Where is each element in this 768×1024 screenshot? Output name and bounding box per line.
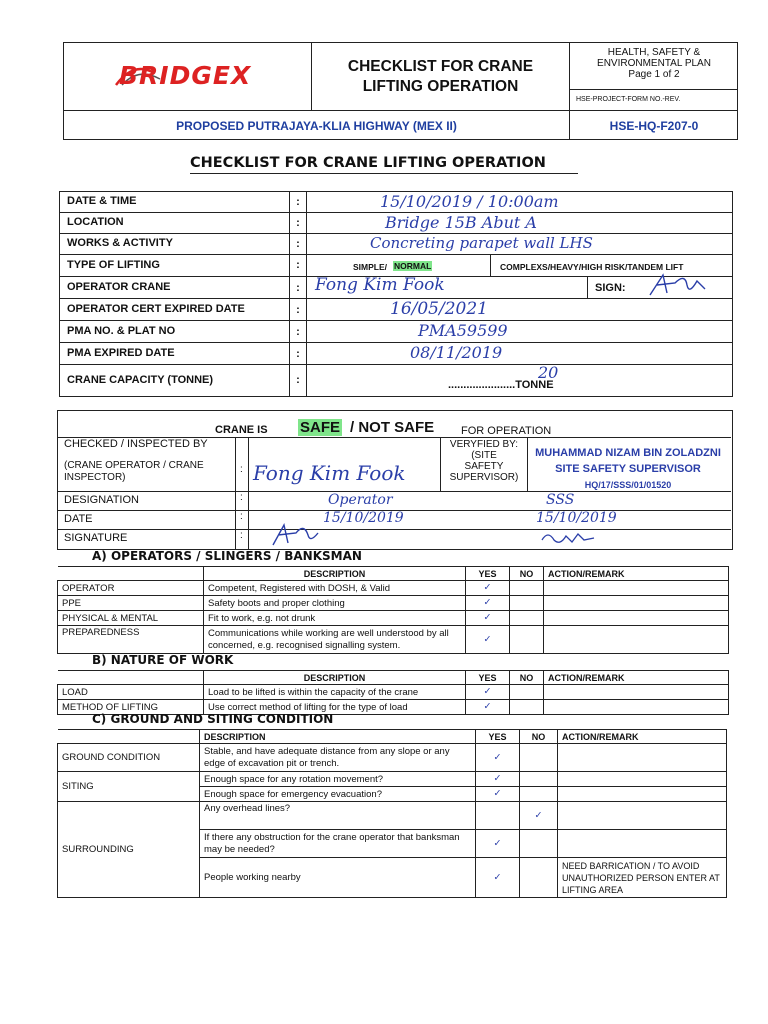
location-value: Bridge 15B Abut A <box>385 213 537 232</box>
not-safe-label: / NOT SAFE <box>350 419 435 436</box>
project-name: PROPOSED PUTRAJAYA-KLIA HIGHWAY (MEX II) <box>64 111 570 139</box>
page-title: CHECKLIST FOR CRANE LIFTING OPERATION <box>190 155 546 171</box>
designation-right: SSS <box>546 492 575 508</box>
sign-label: SIGN: <box>595 282 626 294</box>
table-row: SITING Enough space for any rotation movement? ✓ <box>58 772 727 787</box>
inspector-name: Fong Kim Fook <box>253 461 406 485</box>
table-row: LOAD Load to be lifted is within the capacity of the crane ✓ <box>58 685 729 700</box>
logo-text: BRIDGEX <box>119 61 252 90</box>
pma-no-value: PMA59599 <box>418 321 508 340</box>
checked-by-sub: (CRANE OPERATOR / CRANE INSPECTOR) <box>64 460 204 483</box>
form-title <box>312 43 570 111</box>
hse-line1: HEALTH, SAFETY & <box>607 47 701 58</box>
supervisor-stamp: MUHAMMAD NIZAM BIN ZOLADZNI SITE SAFETY SUPERVISOR HQ/17/SSS/01/01520 <box>535 447 721 490</box>
table-row: SURROUNDING Any overhead lines? ✓ <box>58 802 727 830</box>
yes-tick: ✓ <box>466 596 510 611</box>
verified-by-block: VERYFIED BY: (SITE SAFETY SUPERVISOR) <box>449 439 519 483</box>
table-row: If there any obstruction for the crane operator that banksman may be needed? ✓ <box>58 830 727 858</box>
type-normal-highlighted: NORMAL <box>394 261 432 271</box>
row-location: LOCATION : Bridge 15B Abut A <box>60 213 732 234</box>
inspection-date: 15/10/2019 <box>323 510 404 526</box>
table-row: PHYSICAL & MENTAL Fit to work, e.g. not drunk ✓ <box>58 611 729 626</box>
table-row: PREPAREDNESS Communications while working are well understood by all concerned, e.g. recognised signalling system. ✓ <box>58 626 729 654</box>
section-a-table: DESCRIPTION YES NO ACTION/REMARK OPERATOR Competent, Registered with DOSH, & Valid ✓ PPE Safety boots and proper clothing ✓ PHYSICAL & MENTAL Fit to work, e.g. not drunk ✓ PREPAREDNESS Communications while working are well understood by all concerned, e.g. recognised signalling system. ✓ <box>57 566 729 654</box>
page-number: Page 1 of 2 <box>628 69 680 80</box>
crane-is-label: CRANE IS <box>215 424 268 436</box>
yes-tick: ✓ <box>476 830 520 858</box>
company-logo <box>64 43 312 111</box>
table-row: GROUND CONDITION Stable, and have adequate distance from any slope or any edge of excavation pit or trench. ✓ <box>58 744 727 772</box>
form-number-label: HSE-PROJECT-FORM NO.-REV. <box>570 90 738 111</box>
row-type-of-lifting: TYPE OF LIFTING : SIMPLE/ NORMAL COMPLEXS/HEAVY/HIGH RISK/TANDEM LIFT <box>60 255 732 277</box>
type-simple: SIMPLE/ <box>353 262 388 272</box>
section-c-title: C) GROUND AND SITING CONDITION <box>92 712 334 726</box>
operator-value: Fong Kim Fook <box>315 275 445 295</box>
yes-tick: ✓ <box>466 611 510 626</box>
pma-expiry-value: 08/11/2019 <box>410 343 503 362</box>
no-tick: ✓ <box>520 802 558 830</box>
works-value: Concreting parapet wall LHS <box>370 234 593 252</box>
for-operation-label: FOR OPERATION <box>461 425 552 437</box>
capacity-value: 20 <box>538 363 559 382</box>
form-title-line1: CHECKLIST FOR CRANE <box>347 58 534 75</box>
form-code: HSE-HQ-F207-0 <box>609 119 699 133</box>
yes-tick: ✓ <box>466 581 510 596</box>
safe-highlighted: SAFE <box>300 419 341 436</box>
checked-by-label: CHECKED / INSPECTED BY <box>64 438 208 450</box>
table-row: METHOD OF LIFTING Use correct method of lifting for the type of load ✓ <box>58 700 729 715</box>
yes-tick: ✓ <box>476 744 520 772</box>
section-b-table: DESCRIPTION YES NO ACTION/REMARK LOAD Load to be lifted is within the capacity of the crane ✓ METHOD OF LIFTING Use correct method of lifting for the type of load ✓ <box>57 670 729 715</box>
title-underline <box>190 173 578 174</box>
designation-value: Operator <box>328 492 393 508</box>
hse-line2: ENVIRONMENTAL PLAN <box>597 58 711 69</box>
row-operator: OPERATOR CRANE : Fong Kim Fook SIGN: <box>60 277 732 299</box>
hse-plan-box <box>570 43 738 90</box>
capacity-unit: ......................TONNE <box>448 379 554 391</box>
verified-date: 15/10/2019 <box>536 510 617 526</box>
form-header <box>63 42 738 140</box>
type-complex: COMPLEXS/HEAVY/HIGH RISK/TANDEM LIFT <box>500 262 684 272</box>
operator-signature <box>645 271 715 301</box>
yes-tick: ✓ <box>476 772 520 787</box>
form-title-line2: LIFTING OPERATION <box>362 78 519 95</box>
yes-tick: ✓ <box>466 685 510 700</box>
date-time-value: 15/10/2019 / 10:00am <box>380 192 559 211</box>
yes-tick: ✓ <box>476 787 520 802</box>
supervisor-signature <box>538 526 598 548</box>
yes-tick: ✓ <box>466 700 510 715</box>
section-b-title: B) NATURE OF WORK <box>92 653 234 667</box>
yes-tick: ✓ <box>476 858 520 898</box>
table-row: OPERATOR Competent, Registered with DOSH, & Valid ✓ <box>58 581 729 596</box>
row-pma-no: PMA NO. & PLAT NO : PMA59599 <box>60 321 732 343</box>
inspector-signature <box>268 521 328 549</box>
yes-tick: ✓ <box>466 626 510 654</box>
row-capacity: CRANE CAPACITY (TONNE) : 20 ......................TONNE <box>60 365 732 396</box>
row-pma-expiry: PMA EXPIRED DATE : 08/11/2019 <box>60 343 732 365</box>
table-row: People working nearby ✓ NEED BARRICATION / TO AVOID UNAUTHORIZED PERSON ENTER AT LIFTING AREA <box>58 858 727 898</box>
lifting-info-table <box>59 191 733 397</box>
crane-status-block: CRANE IS SAFE / NOT SAFE FOR OPERATION CHECKED / INSPECTED BY (CRANE OPERATOR / CRANE INSPECTOR) : Fong Kim Fook VERYFIED BY: (SITE SAFETY SUPERVISOR) MUHAMMAD NIZAM BIN ZOLADZNI SITE SAFETY SUPERVISOR HQ/17/SSS/01/01520 DESIGNATION : Operator SSS DATE : 15/10/2019 15/10/2019 SIGNATURE : <box>57 410 733 550</box>
barrication-remark: NEED BARRICATION / TO AVOID UNAUTHORIZED PERSON ENTER AT LIFTING AREA <box>558 858 727 898</box>
table-row: Enough space for emergency evacuation? ✓ <box>58 787 727 802</box>
row-cert-expiry: OPERATOR CERT EXPIRED DATE : 16/05/2021 <box>60 299 732 321</box>
section-a-title: A) OPERATORS / SLINGERS / BANKSMAN <box>92 549 362 563</box>
row-date-time: DATE & TIME : 15/10/2019 / 10:00am <box>60 192 732 213</box>
date-time-label: DATE & TIME <box>67 195 137 207</box>
cert-expiry-value: 16/05/2021 <box>390 299 488 319</box>
row-works: WORKS & ACTIVITY : Concreting parapet wall LHS <box>60 234 732 255</box>
table-row: PPE Safety boots and proper clothing ✓ <box>58 596 729 611</box>
section-c-table: DESCRIPTION YES NO ACTION/REMARK GROUND CONDITION Stable, and have adequate distance from any slope or any edge of excavation pit or trench. ✓ SITING Enough space for any rotation movement? ✓ Enough space for emergency evacuation? ✓ SURROUNDING Any overhead lines? ✓ If there any obstruction for the crane operator that banksman may be needed? ✓ People working nearby ✓ NEED BARRICATION / TO AVOID UNAUTHORIZED PERSON ENTER AT LIFTING AREA <box>57 729 727 898</box>
